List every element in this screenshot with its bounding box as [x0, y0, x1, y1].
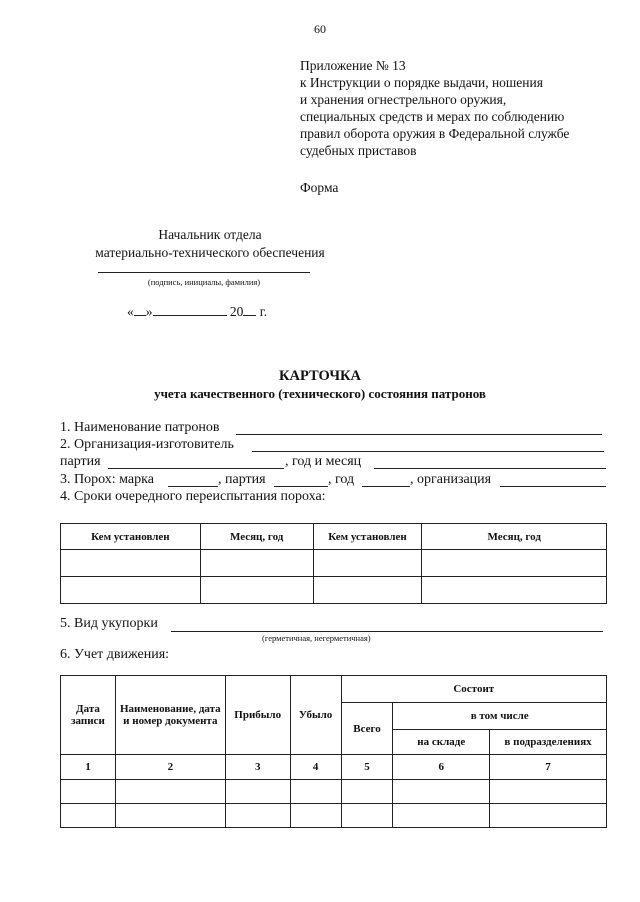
table-cell[interactable] [61, 577, 201, 604]
table-cell[interactable] [290, 780, 341, 804]
table-row [61, 550, 607, 577]
table-cell[interactable] [422, 577, 607, 604]
table-cell[interactable] [341, 804, 393, 828]
column-number-row [61, 755, 607, 780]
column-number: 7 [490, 755, 607, 780]
page-number: 60 [314, 22, 326, 36]
table-cell[interactable] [225, 804, 290, 828]
field-retest-dates: 4. Сроки очередного переиспытания пороха: [60, 489, 326, 504]
field-year-month-label: , год и месяц [285, 454, 362, 469]
field-powder-year-label: , год [328, 472, 355, 487]
column-number: 5 [341, 755, 393, 780]
column-number: 3 [225, 755, 290, 780]
field-cartridge-name [60, 419, 219, 437]
table-header-cell: Кем установлен [61, 524, 201, 550]
year-prefix: 20 [229, 304, 244, 319]
appendix-line: Приложение № 13 [300, 58, 406, 73]
appendix-line: к Инструкции о порядке выдачи, ношения [300, 75, 543, 90]
packaging-hint: (герметичная, негерметичная) [262, 633, 371, 643]
manufacturer-input[interactable] [252, 451, 604, 452]
column-number: 6 [393, 755, 490, 780]
year-suffix: г. [259, 304, 268, 319]
field-powder-label: 3. Порох: марка [60, 472, 154, 487]
year-month-input[interactable] [374, 468, 606, 469]
table-cell[interactable] [225, 780, 290, 804]
batch-input[interactable] [108, 468, 284, 469]
day-field[interactable] [134, 302, 146, 316]
appendix-line: правил оборота оружия в Федеральной службе [300, 126, 570, 141]
header-consists: Состоит [341, 676, 606, 703]
month-field[interactable] [153, 302, 227, 316]
appendix-line: специальных средств и мерах по соблюдению [300, 109, 565, 124]
form-label: Форма [300, 180, 339, 195]
year-field[interactable] [243, 302, 256, 316]
table-row [61, 780, 607, 804]
card-title: КАРТОЧКА [278, 368, 362, 384]
header-left: Убыло [290, 676, 341, 755]
table-header-cell: Кем установлен [313, 524, 422, 550]
signature-line[interactable] [98, 272, 310, 273]
appendix-block [300, 57, 630, 159]
field-label: 1. Наименование патронов [60, 420, 220, 435]
field-packaging: 5. Вид укупорки [60, 616, 158, 631]
table-cell[interactable] [490, 780, 607, 804]
table-cell[interactable] [61, 780, 116, 804]
table-cell[interactable] [341, 780, 393, 804]
table-row [61, 804, 607, 828]
table-cell[interactable] [313, 550, 422, 577]
field-movement: 6. Учет движения: [60, 647, 170, 662]
table-cell[interactable] [290, 804, 341, 828]
powder-brand-input[interactable] [168, 486, 218, 487]
field-batch-label: партия [60, 454, 101, 469]
approval-title: Начальник отдела [158, 227, 262, 242]
table-cell[interactable] [200, 550, 313, 577]
packaging-input[interactable] [171, 631, 603, 632]
powder-batch-input[interactable] [274, 486, 328, 487]
header-including: в том числе [393, 703, 607, 730]
header-total: Всего [341, 703, 393, 755]
table-cell[interactable] [313, 577, 422, 604]
field-powder-batch-label: , партия [218, 472, 266, 487]
column-number: 1 [61, 755, 116, 780]
movement-table [60, 675, 607, 828]
powder-org-input[interactable] [500, 486, 606, 487]
table-cell[interactable] [422, 550, 607, 577]
header-date: Дата записи [61, 676, 116, 755]
table-cell[interactable] [200, 577, 313, 604]
table-cell[interactable] [61, 804, 116, 828]
header-units: в подразделениях [490, 730, 607, 755]
field-manufacturer [60, 436, 234, 454]
retest-table [60, 523, 607, 604]
column-number: 2 [115, 755, 225, 780]
approval-block [80, 226, 340, 262]
date-quote-open: « [127, 304, 134, 319]
field-label: 2. Организация-изготовитель [60, 437, 234, 452]
header-stock: на складе [393, 730, 490, 755]
date-quote-close: » [145, 304, 153, 319]
table-cell[interactable] [393, 780, 490, 804]
powder-year-input[interactable] [362, 486, 410, 487]
table-cell[interactable] [115, 804, 225, 828]
appendix-line: и хранения огнестрельного оружия, [300, 92, 507, 107]
signature-hint: (подпись, инициалы, фамилия) [147, 277, 261, 287]
field-powder-org-label: , организация [410, 472, 492, 487]
column-number: 4 [290, 755, 341, 780]
table-row [61, 577, 607, 604]
approval-date [127, 302, 267, 320]
header-arrived: Прибыло [225, 676, 290, 755]
table-header-cell: Месяц, год [200, 524, 313, 550]
table-cell[interactable] [61, 550, 201, 577]
card-subtitle: учета качественного (технического) состояния патронов [154, 386, 486, 401]
table-cell[interactable] [490, 804, 607, 828]
table-cell[interactable] [115, 780, 225, 804]
table-header-cell: Месяц, год [422, 524, 607, 550]
cartridge-name-input[interactable] [236, 434, 602, 435]
approval-department: материально-технического обеспечения [95, 245, 325, 260]
appendix-line: судебных приставов [300, 143, 417, 158]
header-document: Наименование, дата и номер документа [115, 676, 225, 755]
table-cell[interactable] [393, 804, 490, 828]
